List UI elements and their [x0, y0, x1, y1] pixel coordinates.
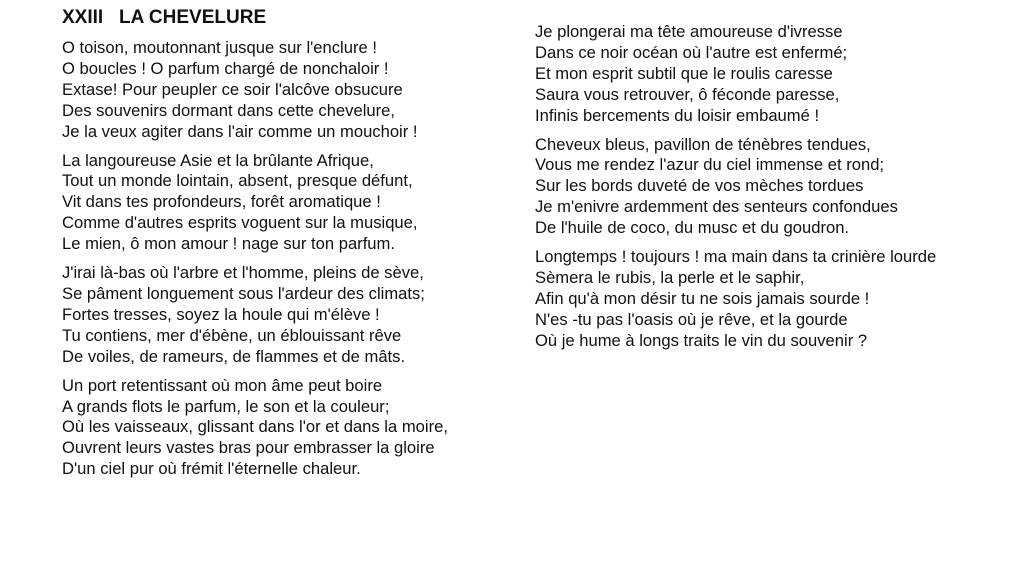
verse-line: Ouvrent leurs vastes bras pour embrasser la gloire — [62, 438, 435, 458]
verse-line: La langoureuse Asie et la brûlante Afrique, — [62, 150, 374, 170]
stanza-7 — [535, 247, 936, 352]
stanza-5 — [535, 22, 936, 127]
poem-title-text: LA CHEVELURE — [119, 7, 267, 28]
poem-number: XXIII — [62, 7, 104, 28]
verse-line: Un port retentissant où mon âme peut boire — [62, 375, 383, 395]
verse-line: J'irai là-bas où l'arbre et l'homme, pleins de sève, — [62, 263, 424, 283]
verse-line: D'un ciel pur où frémit l'éternelle chaleur. — [62, 459, 361, 479]
verse-line: Où je hume à longs traits le vin du souvenir ? — [535, 330, 868, 350]
verse-line: Vit dans tes profondeurs, forêt aromatique ! — [62, 192, 381, 212]
verse-line: Vous me rendez l'azur du ciel immense et rond; — [535, 155, 885, 175]
verse-line: Saura vous retrouver, ô féconde paresse, — [535, 84, 840, 104]
poem-title — [62, 5, 266, 31]
verse-line: Dans ce noir océan où l'autre est enfermé; — [535, 42, 848, 62]
verse-line: Je m'enivre ardemment des senteurs confondues — [535, 197, 898, 217]
verse-line: Tu contiens, mer d'ébène, un éblouissant rêve — [62, 325, 402, 345]
right-column — [535, 22, 936, 360]
stanza-1 — [62, 38, 448, 143]
verse-line: Sur les bords duveté de vos mèches tordues — [535, 176, 864, 196]
stanza-3 — [62, 263, 448, 368]
verse-line: De voiles, de rameurs, de flammes et de mâts. — [62, 346, 406, 366]
verse-line: O toison, moutonnant jusque sur l'enclure ! — [62, 38, 377, 57]
verse-line: Se pâment longuement sous l'ardeur des climats; — [62, 283, 425, 303]
verse-line: De l'huile de coco, du musc et du goudron. — [535, 218, 850, 238]
verse-line: Où les vaisseaux, glissant dans l'or et dans la moire, — [62, 417, 448, 437]
verse-line: Et mon esprit subtil que le roulis caresse — [535, 63, 833, 83]
verse-line: Je plongerai ma tête amoureuse d'ivresse — [535, 22, 843, 41]
verse-line: Des souvenirs dormant dans cette chevelure, — [62, 100, 395, 120]
left-column — [62, 38, 448, 488]
verse-line: Comme d'autres esprits voguent sur la musique, — [62, 213, 418, 233]
verse-line: Extase! Pour peupler ce soir l'alcôve obsucure — [62, 79, 403, 99]
verse-line: O boucles ! O parfum chargé de nonchaloir ! — [62, 58, 389, 78]
verse-line: Afin qu'à mon désir tu ne sois jamais sourde ! — [535, 288, 870, 308]
stanza-4 — [62, 376, 448, 481]
verse-line: Je la veux agiter dans l'air comme un mouchoir ! — [62, 121, 418, 141]
verse-line: Longtemps ! toujours ! ma main dans ta crinière lourde — [535, 247, 937, 267]
verse-line: N'es -tu pas l'oasis où je rêve, et la gourde — [535, 309, 848, 329]
stanza-6 — [535, 135, 936, 240]
verse-line: A grands flots le parfum, le son et la couleur; — [62, 396, 390, 416]
verse-line: Cheveux bleus, pavillon de ténèbres tendues, — [535, 134, 871, 154]
verse-line: Le mien, ô mon amour ! nage sur ton parfum. — [62, 234, 395, 254]
verse-line: Tout un monde lointain, absent, presque défunt, — [62, 171, 413, 191]
verse-line: Infinis bercements du loisir embaumé ! — [535, 105, 820, 125]
verse-line: Fortes tresses, soyez la houle qui m'élève ! — [62, 304, 380, 324]
stanza-2 — [62, 151, 448, 256]
verse-line: Sèmera le rubis, la perle et le saphir, — [535, 267, 805, 287]
